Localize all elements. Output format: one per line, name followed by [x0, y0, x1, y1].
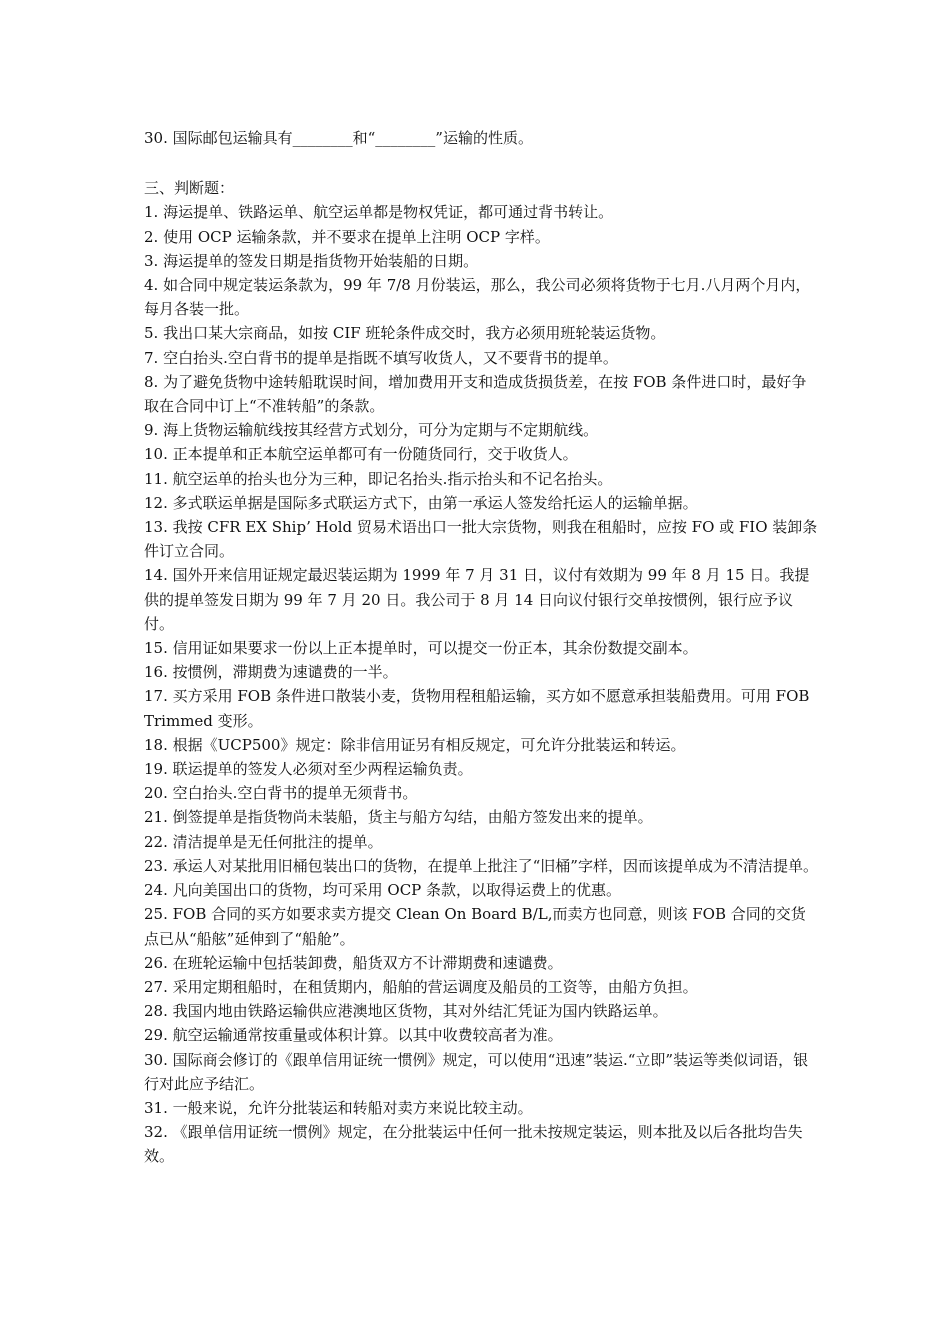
judgment-item: 28. 我国内地由铁路运输供应港澳地区货物，其对外结汇凭证为国内铁路运单。: [144, 1002, 668, 1021]
judgment-item: 18. 根据《UCP500》规定：除非信用证另有相反规定，可允许分批装运和转运。: [144, 735, 686, 754]
judgment-item: 20. 空白抬头.空白背书的提单无须背书。: [144, 784, 418, 803]
judgment-item: 15. 信用证如果要求一份以上正本提单时，可以提交一份正本，其余份数提交副本。: [144, 639, 698, 658]
judgment-item: 12. 多式联运单据是国际多式联运方式下，由第一承运人签发给托运人的运输单据。: [144, 493, 698, 512]
judgment-item: 23. 承运人对某批用旧桶包装出口的货物，在提单上批注了“旧桶”字样，因而该提单成为不清洁提单。: [144, 856, 818, 875]
judgment-item: 31. 一般来说，允许分批装运和转船对卖方来说比较主动。: [144, 1098, 533, 1117]
judgment-item: 21. 倒签提单是指货物尚未装船，货主与船方勾结，由船方签发出来的提单。: [144, 808, 653, 827]
judgment-item: 25. FOB 合同的买方如要求卖方提交 Clean On Board B/L,而卖方也同意，则该 FOB 合同的交货点已从“船舷”延伸到了“船舱”。: [144, 905, 806, 948]
judgment-item: 16. 按惯例，滞期费为速谴费的一半。: [144, 663, 398, 682]
paragraph-spacer: [144, 150, 820, 176]
judgment-item: 17. 买方采用 FOB 条件进口散装小麦，货物用程租船运输，买方如不愿意承担装船费用。可用 FOB Trimmed 变形。: [144, 687, 810, 730]
judgment-item: 32. 《跟单信用证统一惯例》规定，在分批装运中任何一批未按规定装运，则本批及以后各批均告失效。: [144, 1123, 803, 1166]
judgment-item: 9. 海上货物运输航线按其经营方式划分，可分为定期与不定期航线。: [144, 421, 599, 440]
judgment-item: 29. 航空运输通常按重量或体积计算。以其中收费较高者为准。: [144, 1026, 563, 1045]
judgment-item: 30. 国际商会修订的《跟单信用证统一惯例》规定，可以使用“迅速”装运.“立即”装运等类似词语，银行对此应予结汇。: [144, 1050, 809, 1093]
section-heading: 三、判断题：: [144, 179, 235, 198]
fill-blank-question-30: 30. 国际邮包运输具有________和“________”运输的性质。: [144, 129, 533, 147]
judgment-item: 4. 如合同中规定装运条款为，99 年 7/8 月份装运，那么，我公司必须将货物于七月.八月两个月内，每月各装一批。: [144, 276, 811, 319]
document-body: [144, 126, 820, 1169]
judgment-item: 8. 为了避免货物中途转船耽误时间，增加费用开支和造成货损货差，在按 FOB 条件进口时，最好争取在合同中订上“不准转船”的条款。: [144, 372, 807, 416]
judgment-item: 24. 凡向美国出口的货物，均可采用 OCP 条款，以取得运费上的优惠。: [144, 881, 622, 900]
judgment-item: 1. 海运提单、铁路运单、航空运单都是物权凭证，都可通过背书转让。: [144, 203, 614, 222]
judgment-item: 26. 在班轮运输中包括装卸费，船货双方不计滞期费和速谴费。: [144, 953, 563, 972]
judgment-item: 11. 航空运单的抬头也分为三种，即记名抬头.指示抬头和不记名抬头。: [144, 469, 613, 488]
judgment-item: 2. 使用 OCP 运输条款，并不要求在提单上注明 OCP 字样。: [144, 227, 550, 246]
judgment-item: 3. 海运提单的签发日期是指货物开始装船的日期。: [144, 251, 479, 270]
judgment-item: 7. 空白抬头.空白背书的提单是指既不填写收货人，又不要背书的提单。: [144, 348, 618, 367]
judgment-item: 27. 采用定期租船时，在租赁期内，船舶的营运调度及船员的工资等，由船方负担。: [144, 977, 698, 996]
judgment-item: 19. 联运提单的签发人必须对至少两程运输负责。: [144, 760, 473, 779]
judgment-item: 5. 我出口某大宗商品，如按 CIF 班轮条件成交时，我方必须用班轮装运货物。: [144, 324, 666, 343]
judgment-item: 22. 清洁提单是无任何批注的提单。: [144, 832, 383, 851]
judgment-item: 14. 国外开来信用证规定最迟装运期为 1999 年 7 月 31 日，议付有效期为 99 年 8 月 15 日。我提供的提单签发日期为 99 年 7 月 20 日。我公司于 8 月 14 日向议付银行交单按惯例，银行应予议付。: [144, 566, 810, 633]
judgment-item: 13. 我按 CFR EX Ship’ Hold 贸易术语出口一批大宗货物，则我在租船时，应按 FO 或 FIO 装卸条件订立合同。: [144, 518, 818, 561]
judgment-item: 10. 正本提单和正本航空运单都可有一份随货同行，交于收货人。: [144, 445, 578, 464]
